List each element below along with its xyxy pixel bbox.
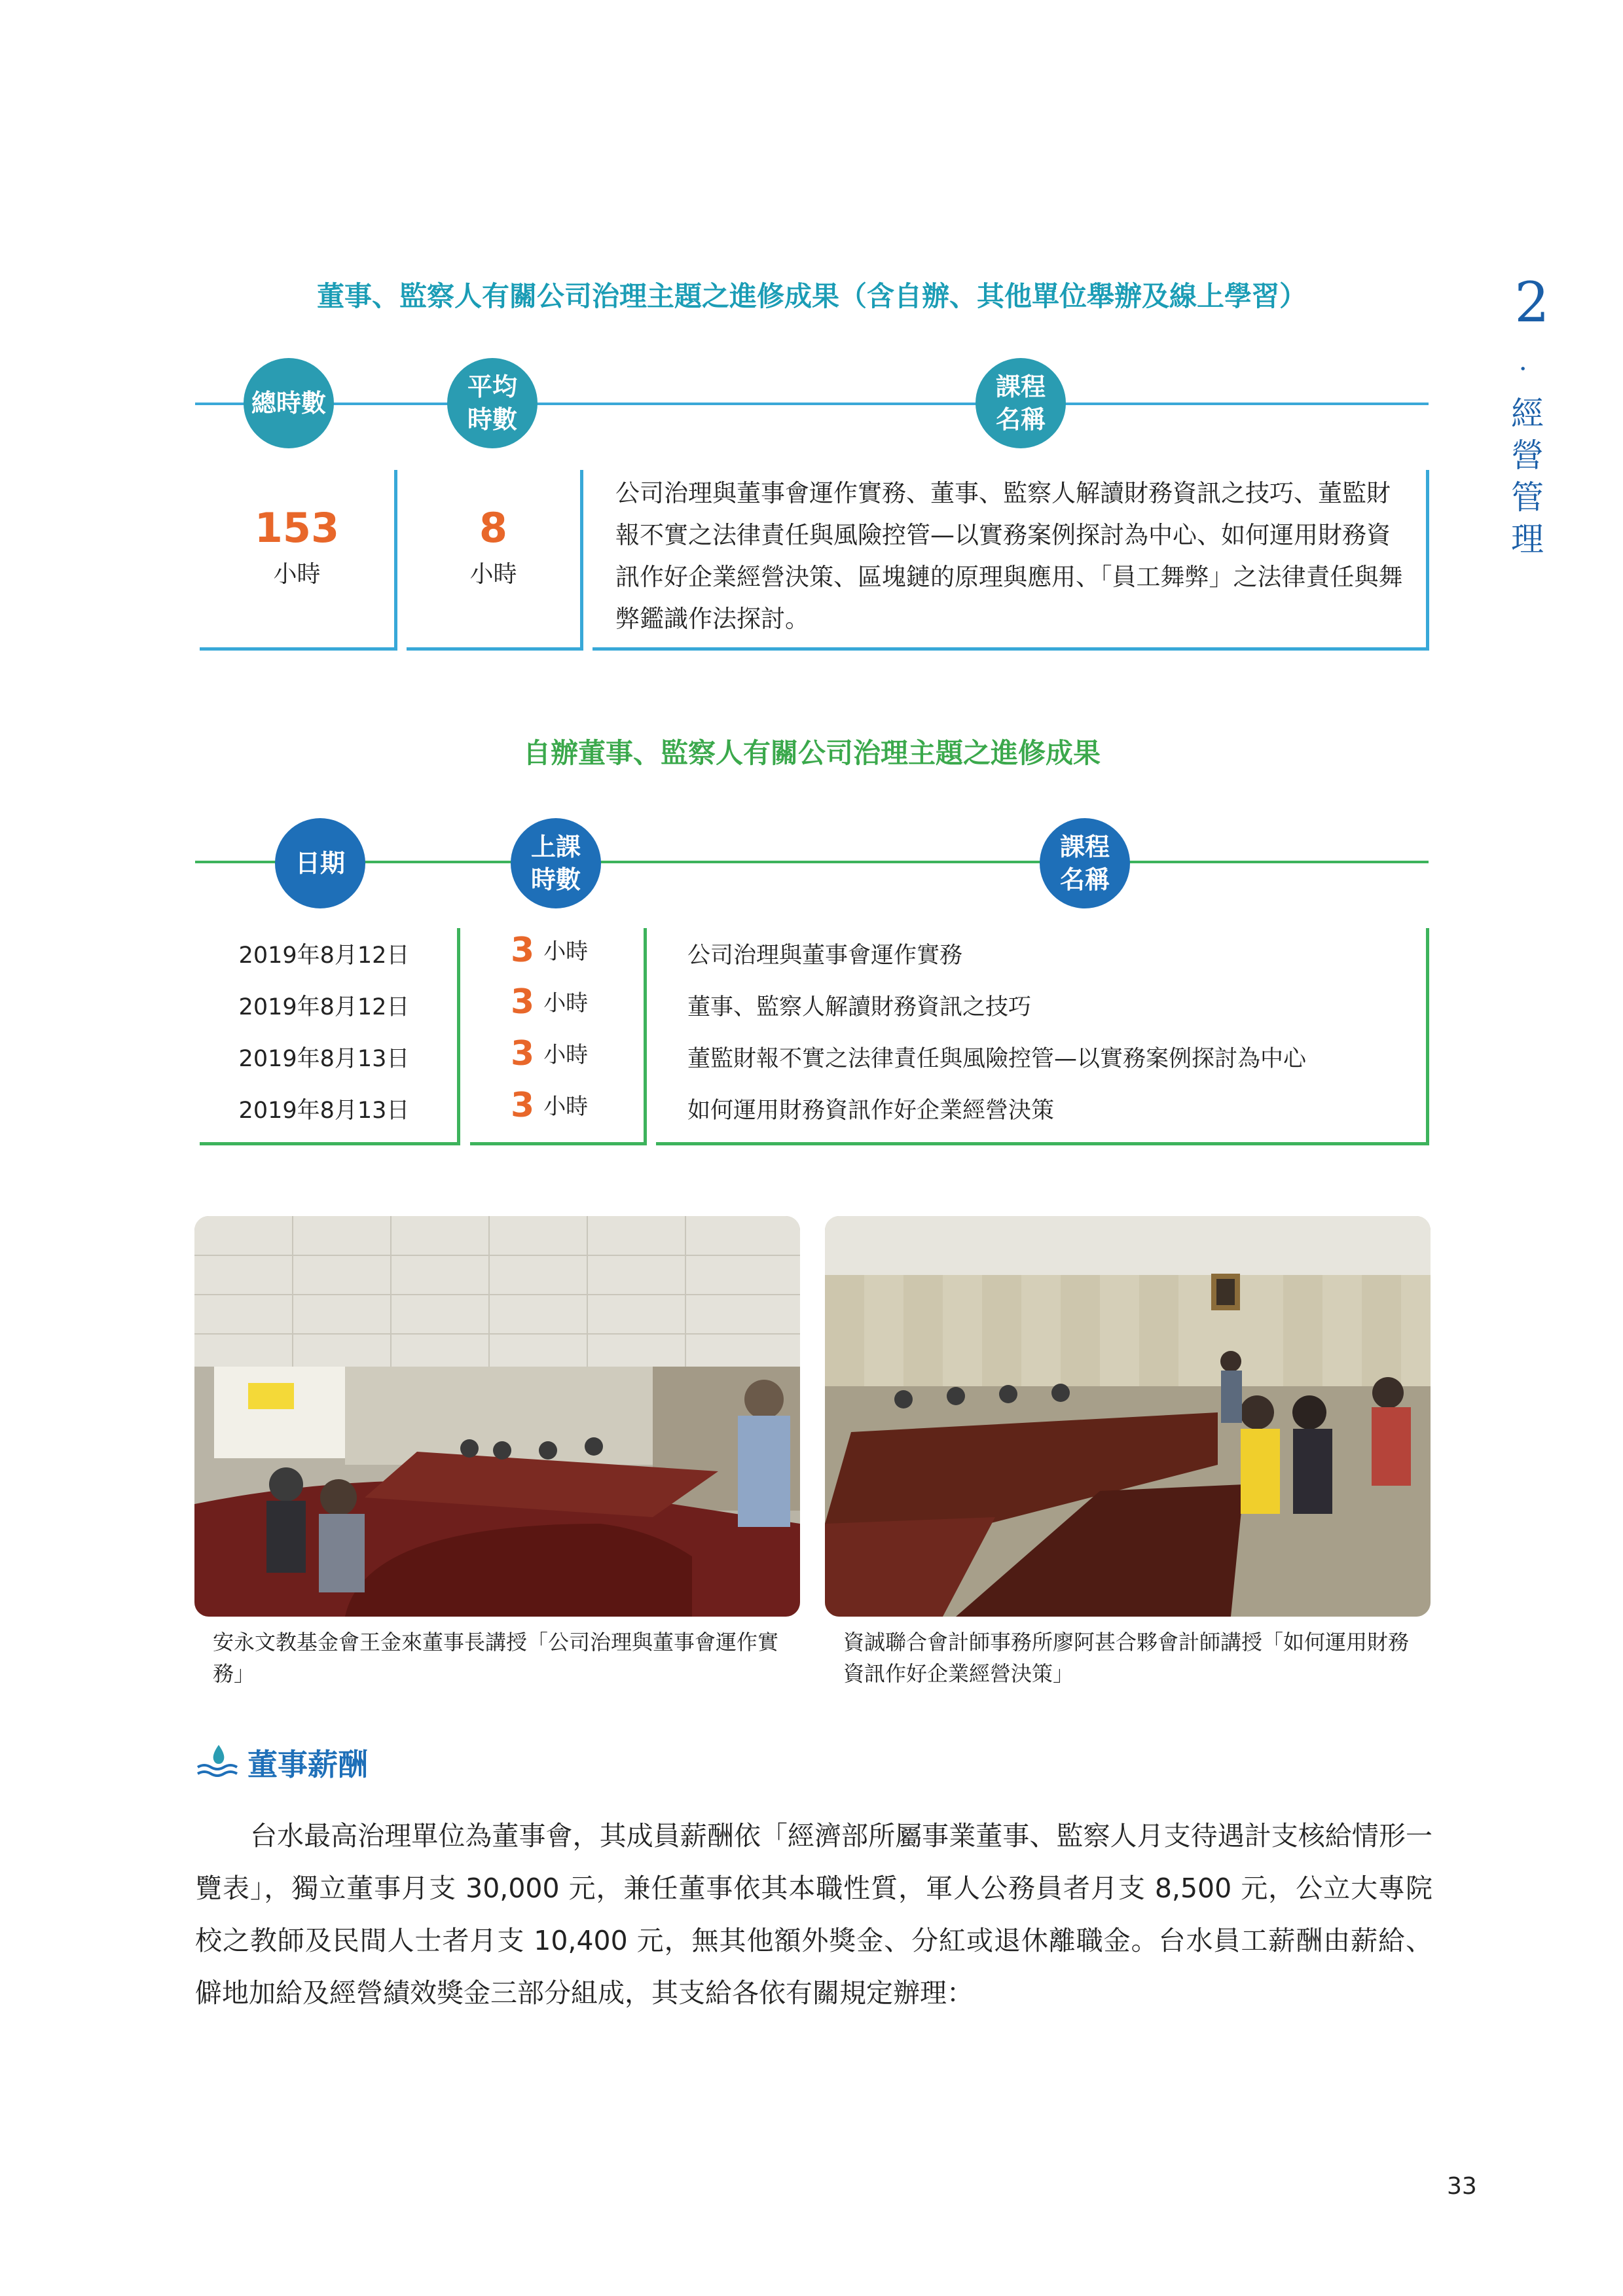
remuneration-heading: 董事薪酬 <box>247 1747 368 1782</box>
class-hours-header <box>511 818 601 908</box>
row-hours <box>511 982 588 1022</box>
total-hours-header <box>244 358 334 448</box>
course-header <box>976 358 1066 448</box>
chapter-dot: ． <box>1519 346 1545 376</box>
photo-left <box>194 1216 800 1617</box>
course-name-header-label: 課程 名稱 <box>1059 833 1110 894</box>
photo-left-caption: 安永文教基金會王金來董事長講授「公司治理與董事會運作實務」 <box>213 1630 779 1686</box>
row-course: 董事、監察人解讀財務資訊之技巧 <box>687 994 1032 1020</box>
photo-right-caption: 資誠聯合會計師事務所廖阿甚合夥會計師講授「如何運用財務資訊作好企業經營決策」 <box>843 1630 1410 1686</box>
photo-right <box>825 1216 1431 1617</box>
avg-hours-value: 8 <box>479 504 508 552</box>
section1-header-line <box>195 403 1429 405</box>
photo-left-image <box>194 1216 800 1617</box>
section1-title: 董事、監察人有關公司治理主題之進修成果（含自辦、其他單位舉辦及線上學習） <box>316 280 1307 312</box>
date-header <box>275 818 365 908</box>
chapter-number: 2 <box>1514 270 1550 334</box>
total-hours-unit: 小時 <box>273 561 321 588</box>
row-hours-value: 3 <box>511 982 535 1022</box>
section2-title: 自辦董事、監察人有關公司治理主題之進修成果 <box>522 737 1101 769</box>
row-hours-unit: 小時 <box>543 1042 589 1068</box>
row-hours-unit: 小時 <box>543 1094 589 1120</box>
chapter-title: 經營管理 <box>1511 395 1544 558</box>
row-hours-value: 3 <box>511 1034 535 1073</box>
row-date: 2019年8月12日 <box>238 942 410 969</box>
avg-hours-box <box>407 470 583 651</box>
avg-hours-header <box>447 358 538 448</box>
row-course: 董監財報不實之法律責任與風險控管—以實務案例探討為中心 <box>687 1046 1307 1072</box>
total-hours-value: 153 <box>254 504 340 552</box>
row-date: 2019年8月12日 <box>238 994 410 1020</box>
page-number: 33 <box>1447 2173 1477 2200</box>
row-hours <box>511 1086 588 1125</box>
photo-right-image <box>825 1216 1431 1617</box>
remuneration-body: 台水最高治理單位為董事會，其成員薪酬依「經濟部所屬事業董事、監察人月支待遇計支核給情形一覽表」，獨立董事月支 30,000 元，兼任董事依其本職性質，軍人公務員者月支 8,500 元，公立大專院校之教師及民間人士者月支 10,400 元，無其他額外獎金、分紅或退休離職金。台水員工薪酬由薪給、僻地加給及經營績效獎金三部分組成，其支給各依有關規定辦理： <box>195 1820 1432 2009</box>
avg-hours-unit: 小時 <box>469 561 517 588</box>
course-name-header <box>1040 818 1130 908</box>
avg-hours-header-label: 平均 時數 <box>467 372 517 434</box>
row-hours <box>511 931 588 970</box>
section2-header-line <box>195 861 1429 863</box>
course-list-text: 公司治理與董事會運作實務、董事、監察人解讀財務資訊之技巧、董監財報不實之法律責任與風險控管—以實務案例探討為中心、如何運用財務資訊作好企業經營決策、區塊鏈的原理與應用、「員工舞弊」之法律責任與舞弊鑑識作法探討。 <box>615 479 1403 633</box>
row-hours-value: 3 <box>511 1086 535 1125</box>
row-course: 公司治理與董事會運作實務 <box>687 942 963 969</box>
total-hours-header-label: 總時數 <box>251 389 326 418</box>
row-hours <box>511 1034 588 1073</box>
row-hours-value: 3 <box>511 931 535 970</box>
row-date: 2019年8月13日 <box>238 1046 410 1072</box>
date-header-label: 日期 <box>295 849 345 878</box>
row-course: 如何運用財務資訊作好企業經營決策 <box>687 1098 1055 1124</box>
row-hours-unit: 小時 <box>543 990 589 1016</box>
row-date: 2019年8月13日 <box>238 1098 410 1124</box>
total-hours-box <box>200 470 397 651</box>
course-header-label: 課程 名稱 <box>995 372 1046 434</box>
row-hours-unit: 小時 <box>543 939 589 965</box>
water-wave-icon <box>195 1742 241 1782</box>
class-hours-header-label: 上課 時數 <box>530 833 581 894</box>
